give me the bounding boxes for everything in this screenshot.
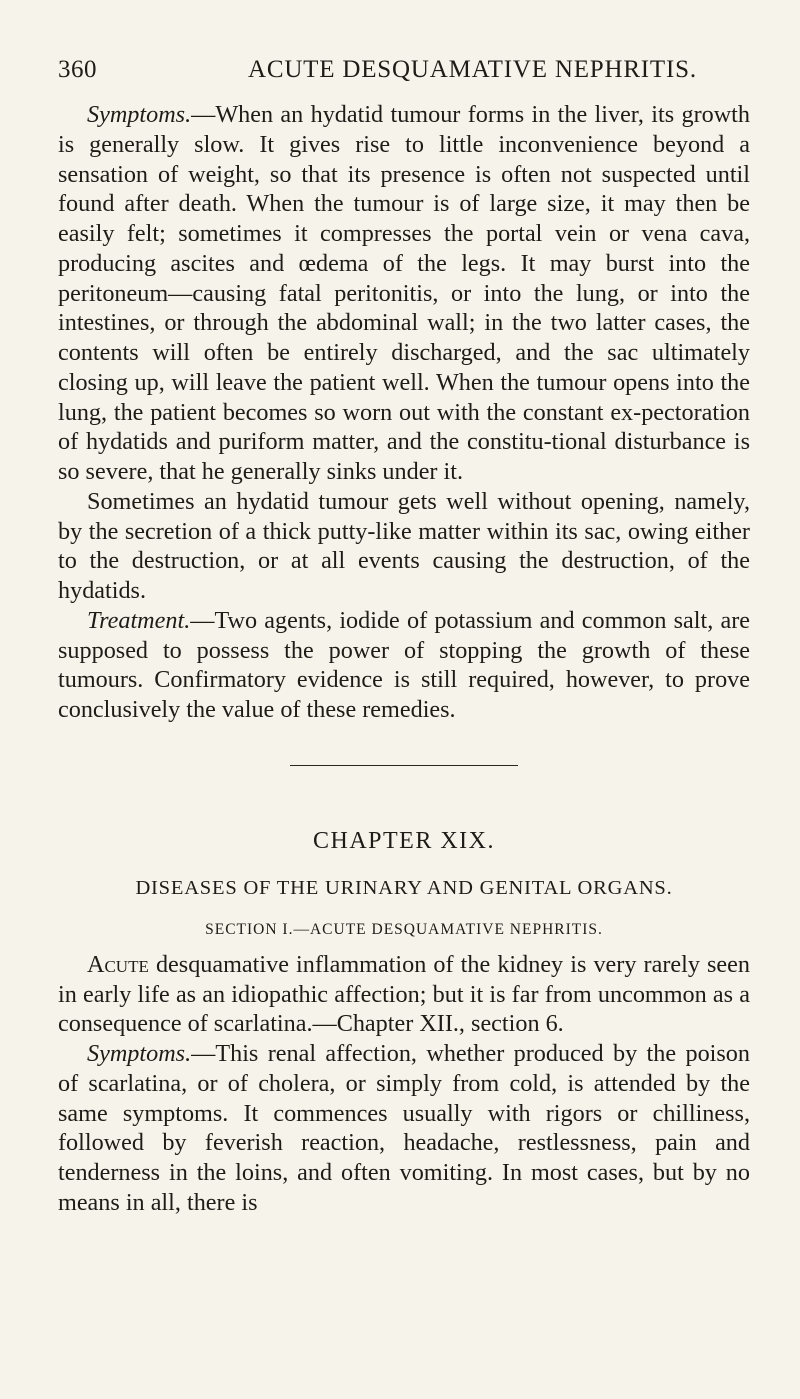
treatment-label: Treatment. xyxy=(87,606,191,634)
chapter-subject: DISEASES OF THE URINARY AND GENITAL ORGANS. xyxy=(135,876,673,899)
intro-text: desquamative inflammation of the kidney is very rarely seen in early life as an idiopathic affection; but it is far from uncommon as a consequence of scarlatina.—Chapter XII., section 6. xyxy=(58,950,750,1038)
symptoms-text: —When an hydatid tumour forms in the liver, its growth is generally slow. It gives rise to little inconvenience beyond a sensation of weight, so that its presence is often not suspected until found after death. When the tumour is of large size, it may then be easily felt; sometimes it compresses the portal vein or vena cava, producing ascites and œdema of the legs. It may burst into the peritoneum—causing fatal peritonitis, or into the lung, or into the intestines, or through the abdominal wall; in the two latter cases, the contents will often be entirely discharged, and the sac ultimately closing up, will leave the patient well. When the tumour opens into the lung, the patient becomes so worn out with the constant ex-pectoration of hydatids and puriform matter, and the constitu-tional disturbance is so severe, that he generally sinks under it. xyxy=(58,101,750,485)
symptoms-paragraph xyxy=(58,100,750,487)
nephritis-symptoms-paragraph xyxy=(58,1039,750,1218)
treatment-paragraph xyxy=(58,606,750,725)
nephritis-symptoms-label: Symptoms. xyxy=(87,1040,192,1067)
section-divider xyxy=(290,765,518,766)
chapter-title: CHAPTER XIX. xyxy=(312,827,495,854)
treatment-text: —Two agents, iodide of potassium and common salt, are supposed to possess the power of stopping the growth of these tumours. Confirmatory evidence is still required, however, to prove conclusively the value of these remedies. xyxy=(58,606,750,723)
spontaneous-cure-paragraph: Sometimes an hydatid tumour gets well without opening, namely, by the secretion of a thick putty-like matter within its sac, owing either to the destruction, or at all events causing the destruction, of the hydatids. xyxy=(58,487,750,604)
page-number: 360 xyxy=(58,56,97,83)
hydatid-section xyxy=(58,100,750,725)
section-heading: SECTION I.—ACUTE DESQUAMATIVE NEPHRITIS. xyxy=(205,920,603,938)
nephritis-section xyxy=(58,950,750,1218)
running-title: ACUTE DESQUAMATIVE NEPHRITIS. xyxy=(248,56,697,83)
intro-paragraph xyxy=(58,950,750,1039)
book-page xyxy=(58,50,750,1218)
intro-lead-word: Acute xyxy=(87,950,149,978)
running-head xyxy=(58,50,750,90)
nephritis-symptoms-text: —This renal affection, whether produced by the poison of scarlatina, or of cholera, or simply from cold, is attended by the same symptoms. It commences usually with rigors or chilliness, followed by feverish reaction, headache, restlessness, pain and tenderness in the loins, and often vomiting. In most cases, but by no means in all, there is xyxy=(58,1040,750,1216)
symptoms-label: Symptoms. xyxy=(87,101,192,128)
